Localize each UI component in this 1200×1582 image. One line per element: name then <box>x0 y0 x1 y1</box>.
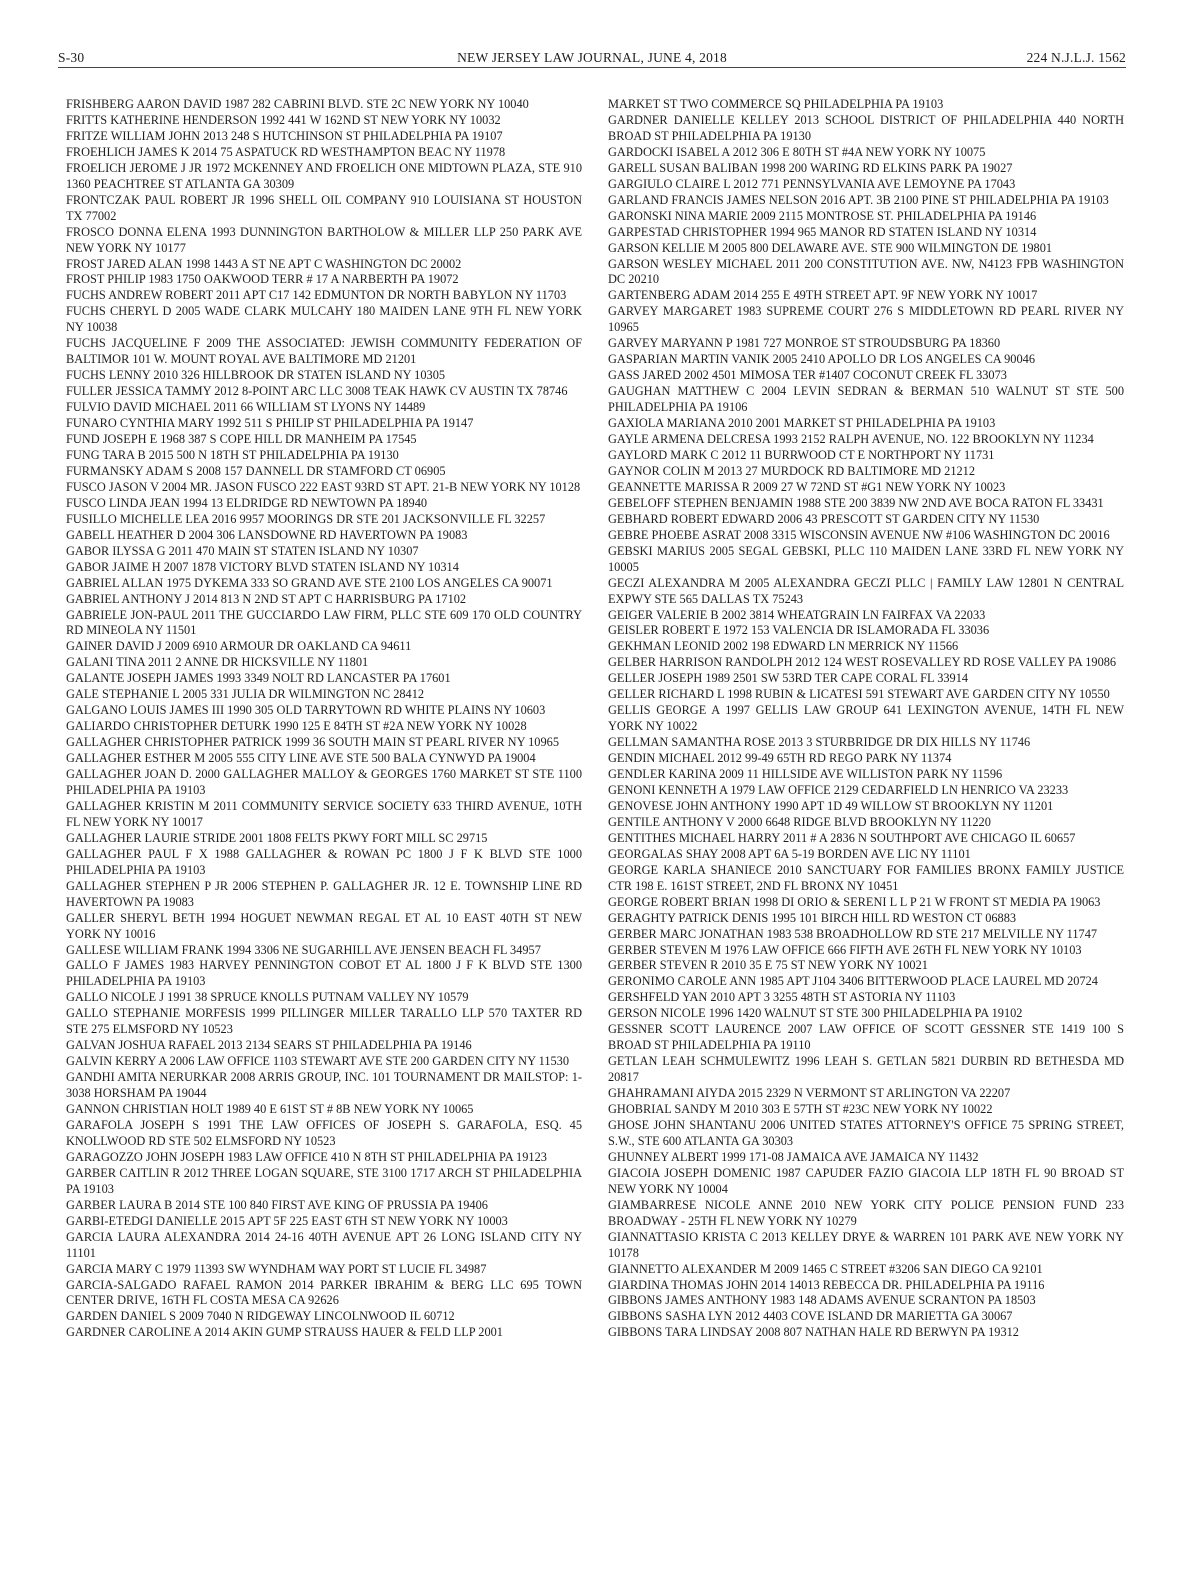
directory-entry: GETLAN LEAH SCHMULEWITZ 1996 LEAH S. GETLAN 5821 DURBIN RD BETHESDA MD 20817 <box>608 1054 1124 1085</box>
directory-entry: GEBHARD ROBERT EDWARD 2006 43 PRESCOTT ST GARDEN CITY NY 11530 <box>608 511 1040 526</box>
directory-entry: GEKHMAN LEONID 2002 198 EDWARD LN MERRICK NY 11566 <box>608 639 959 654</box>
directory-entry: GARCIA MARY C 1979 11393 SW WYNDHAM WAY PORT ST LUCIE FL 34987 <box>66 1261 487 1276</box>
directory-entry: GARBER CAITLIN R 2012 THREE LOGAN SQUARE, STE 3100 1717 ARCH ST PHILADELPHIA PA 19103 <box>66 1165 582 1196</box>
directory-entry: GARVEY MARGARET 1983 SUPREME COURT 276 S MIDDLETOWN RD PEARL RIVER NY 10965 <box>608 304 1124 335</box>
left-column <box>66 97 582 1341</box>
directory-entry: GARCIA LAURA ALEXANDRA 2014 24-16 40TH AVENUE APT 26 LONG ISLAND CITY NY 11101 <box>66 1229 582 1260</box>
directory-entry: GARELL SUSAN BALIBAN 1998 200 WARING RD ELKINS PARK PA 19027 <box>608 160 1013 175</box>
directory-entry: GENTITHES MICHAEL HARRY 2011 # A 2836 N SOUTHPORT AVE CHICAGO IL 60657 <box>608 830 1076 845</box>
directory-entry: GALLAGHER STEPHEN P JR 2006 STEPHEN P. GALLAGHER JR. 12 E. TOWNSHIP LINE RD HAVERTOWN PA 19083 <box>66 878 582 909</box>
directory-entry: FRISHBERG AARON DAVID 1987 282 CABRINI BLVD. STE 2C NEW YORK NY 10040 <box>66 97 529 111</box>
directory-entry: GARDNER CAROLINE A 2014 AKIN GUMP STRAUSS HAUER & FELD LLP 2001 <box>66 1325 503 1340</box>
directory-entry: GALLAGHER KRISTIN M 2011 COMMUNITY SERVICE SOCIETY 633 THIRD AVENUE, 10TH FL NEW YORK NY 10017 <box>66 798 582 829</box>
directory-entry: GECZI ALEXANDRA M 2005 ALEXANDRA GECZI PLLC | FAMILY LAW 12801 N CENTRAL EXPWY STE 565 DALLAS TX 75243 <box>608 575 1124 606</box>
directory-entry: GAYLORD MARK C 2012 11 BURRWOOD CT E NORTHPORT NY 11731 <box>608 447 995 462</box>
directory-entry: GEORGALAS SHAY 2008 APT 6A 5-19 BORDEN AVE LIC NY 11101 <box>608 846 971 861</box>
right-column <box>608 97 1124 1341</box>
directory-entry: GHUNNEY ALBERT 1999 171-08 JAMAICA AVE JAMAICA NY 11432 <box>608 1149 979 1164</box>
directory-entry: GARGIULO CLAIRE L 2012 771 PENNSYLVANIA AVE LEMOYNE PA 17043 <box>608 176 1016 191</box>
directory-entry: FRITTS KATHERINE HENDERSON 1992 441 W 162ND ST NEW YORK NY 10032 <box>66 112 501 127</box>
directory-entry: FUCHS ANDREW ROBERT 2011 APT C17 142 EDMUNTON DR NORTH BABYLON NY 11703 <box>66 288 567 303</box>
directory-entry: GALANI TINA 2011 2 ANNE DR HICKSVILLE NY 11801 <box>66 655 369 670</box>
directory-entry: FROELICH JEROME J JR 1972 MCKENNEY AND FROELICH ONE MIDTOWN PLAZA, STE 910 1360 PEACHTREE ST ATLANTA GA 30309 <box>66 160 582 191</box>
directory-entry: FROSCO DONNA ELENA 1993 DUNNINGTON BARTHOLOW & MILLER LLP 250 PARK AVE NEW YORK NY 10177 <box>66 224 582 255</box>
directory-entry: GEISLER ROBERT E 1972 153 VALENCIA DR ISLAMORADA FL 33036 <box>608 623 990 638</box>
directory-entry: GIBBONS TARA LINDSAY 2008 807 NATHAN HALE RD BERWYN PA 19312 <box>608 1325 1019 1340</box>
directory-entry: GALLAGHER PAUL F X 1988 GALLAGHER & ROWAN PC 1800 J F K BLVD STE 1000 PHILADELPHIA PA 19103 <box>66 846 582 877</box>
directory-entry: GALVIN KERRY A 2006 LAW OFFICE 1103 STEWART AVE STE 200 GARDEN CITY NY 11530 <box>66 1054 570 1069</box>
directory-entry: GALLER SHERYL BETH 1994 HOGUET NEWMAN REGAL ET AL 10 EAST 40TH ST NEW YORK NY 10016 <box>66 910 582 941</box>
directory-entry: GERAGHTY PATRICK DENIS 1995 101 BIRCH HILL RD WESTON CT 06883 <box>608 910 1017 925</box>
directory-entry: GARLAND FRANCIS JAMES NELSON 2016 APT. 3B 2100 PINE ST PHILADELPHIA PA 19103 <box>608 192 1109 207</box>
directory-entry: FURMANSKY ADAM S 2008 157 DANNELL DR STAMFORD CT 06905 <box>66 463 446 478</box>
directory-entry: GARTENBERG ADAM 2014 255 E 49TH STREET APT. 9F NEW YORK NY 10017 <box>608 288 1038 303</box>
directory-entry: GELLMAN SAMANTHA ROSE 2013 3 STURBRIDGE DR DIX HILLS NY 11746 <box>608 735 1031 750</box>
directory-entry: GEBSKI MARIUS 2005 SEGAL GEBSKI, PLLC 110 MAIDEN LANE 33RD FL NEW YORK NY 10005 <box>608 543 1124 574</box>
directory-entry: FROST PHILIP 1983 1750 OAKWOOD TERR # 17 A NARBERTH PA 19072 <box>66 272 459 287</box>
directory-entry: GENDLER KARINA 2009 11 HILLSIDE AVE WILLISTON PARK NY 11596 <box>608 767 1003 782</box>
directory-entry: GALLO NICOLE J 1991 38 SPRUCE KNOLLS PUTNAM VALLEY NY 10579 <box>66 990 469 1005</box>
directory-entry: GENTILE ANTHONY V 2000 6648 RIDGE BLVD BROOKLYN NY 11220 <box>608 814 991 829</box>
directory-entry: GAXIOLA MARIANA 2010 2001 MARKET ST PHILADELPHIA PA 19103 <box>608 416 996 431</box>
directory-entry: MARKET ST TWO COMMERCE SQ PHILADELPHIA PA 19103 <box>608 97 944 111</box>
directory-entry: GERBER MARC JONATHAN 1983 538 BROADHOLLOW RD STE 217 MELVILLE NY 11747 <box>608 926 1098 941</box>
directory-entry: FULVIO DAVID MICHAEL 2011 66 WILLIAM ST LYONS NY 14489 <box>66 400 426 415</box>
directory-entry: GAUGHAN MATTHEW C 2004 LEVIN SEDRAN & BERMAN 510 WALNUT ST STE 500 PHILADELPHIA PA 19106 <box>608 384 1124 415</box>
directory-entry: GIANNETTO ALEXANDER M 2009 1465 C STREET #3206 SAN DIEGO CA 92101 <box>608 1261 1043 1276</box>
directory-entry: FRONTCZAK PAUL ROBERT JR 1996 SHELL OIL COMPANY 910 LOUISIANA ST HOUSTON TX 77002 <box>66 192 582 223</box>
directory-entry: GERBER STEVEN R 2010 35 E 75 ST NEW YORK NY 10021 <box>608 958 928 973</box>
directory-entry: GABRIELE JON-PAUL 2011 THE GUCCIARDO LAW FIRM, PLLC STE 609 170 OLD COUNTRY RD MINEOLA NY 11501 <box>66 607 582 638</box>
directory-entry: GALLO STEPHANIE MORFESIS 1999 PILLINGER MILLER TARALLO LLP 570 TAXTER RD STE 275 ELMSFORD NY 10523 <box>66 1006 582 1037</box>
directory-entry: GASS JARED 2002 4501 MIMOSA TER #1407 COCONUT CREEK FL 33073 <box>608 368 1007 383</box>
directory-entry: GABOR ILYSSA G 2011 470 MAIN ST STATEN ISLAND NY 10307 <box>66 543 419 558</box>
directory-entry: GALLAGHER ESTHER M 2005 555 CITY LINE AVE STE 500 BALA CYNWYD PA 19004 <box>66 751 536 766</box>
directory-entry: GESSNER SCOTT LAURENCE 2007 LAW OFFICE OF SCOTT GESSNER STE 1419 100 S BROAD ST PHILADELPHIA PA 19110 <box>608 1022 1124 1053</box>
header-rule <box>58 67 1126 68</box>
page-number: S-30 <box>58 50 85 65</box>
directory-entry: GELBER HARRISON RANDOLPH 2012 124 WEST ROSEVALLEY RD ROSE VALLEY PA 19086 <box>608 655 1117 670</box>
directory-entry: GIAMBARRESE NICOLE ANNE 2010 NEW YORK CITY POLICE PENSION FUND 233 BROADWAY - 25TH FL NEW YORK NY 10279 <box>608 1197 1124 1228</box>
directory-entry: GALVAN JOSHUA RAFAEL 2013 2134 SEARS ST PHILADELPHIA PA 19146 <box>66 1038 472 1053</box>
directory-entry: GALLAGHER CHRISTOPHER PATRICK 1999 36 SOUTH MAIN ST PEARL RIVER NY 10965 <box>66 735 559 750</box>
directory-entry: FROST JARED ALAN 1998 1443 A ST NE APT C WASHINGTON DC 20002 <box>66 256 462 271</box>
directory-entry: GABELL HEATHER D 2004 306 LANSDOWNE RD HAVERTOWN PA 19083 <box>66 527 468 542</box>
directory-entry: GARDEN DANIEL S 2009 7040 N RIDGEWAY LINCOLNWOOD IL 60712 <box>66 1309 455 1324</box>
directory-entry: FUSILLO MICHELLE LEA 2016 9957 MOORINGS DR STE 201 JACKSONVILLE FL 32257 <box>66 511 546 526</box>
directory-entry: GARVEY MARYANN P 1981 727 MONROE ST STROUDSBURG PA 18360 <box>608 336 1001 351</box>
directory-entry: FULLER JESSICA TAMMY 2012 8-POINT ARC LLC 3008 TEAK HAWK CV AUSTIN TX 78746 <box>66 384 568 399</box>
directory-entry: GHAHRAMANI AIYDA 2015 2329 N VERMONT ST ARLINGTON VA 22207 <box>608 1086 1011 1101</box>
directory-entry: GIBBONS SASHA LYN 2012 4403 COVE ISLAND DR MARIETTA GA 30067 <box>608 1309 1013 1324</box>
directory-entry: GARONSKI NINA MARIE 2009 2115 MONTROSE ST. PHILADELPHIA PA 19146 <box>608 208 1037 223</box>
directory-entry: GARCIA-SALGADO RAFAEL RAMON 2014 PARKER IBRAHIM & BERG LLC 695 TOWN CENTER DRIVE, 16TH FL COSTA MESA CA 92626 <box>66 1277 582 1308</box>
directory-entry: FUSCO JASON V 2004 MR. JASON FUSCO 222 EAST 93RD ST APT. 21-B NEW YORK NY 10128 <box>66 479 581 494</box>
directory-entry: FUNG TARA B 2015 500 N 18TH ST PHILADELPHIA PA 19130 <box>66 447 399 462</box>
directory-entry: GELLER RICHARD L 1998 RUBIN & LICATESI 591 STEWART AVE GARDEN CITY NY 10550 <box>608 687 1110 702</box>
directory-entry: GELLER JOSEPH 1989 2501 SW 53RD TER CAPE CORAL FL 33914 <box>608 671 969 686</box>
directory-entry: GARSON WESLEY MICHAEL 2011 200 CONSTITUTION AVE. NW, N4123 FPB WASHINGTON DC 20210 <box>608 256 1124 287</box>
directory-entry: FUND JOSEPH E 1968 387 S COPE HILL DR MANHEIM PA 17545 <box>66 432 417 447</box>
directory-entry: GAINER DAVID J 2009 6910 ARMOUR DR OAKLAND CA 94611 <box>66 639 412 654</box>
directory-entry: FUCHS LENNY 2010 326 HILLBROOK DR STATEN ISLAND NY 10305 <box>66 368 446 383</box>
directory-entry: FUCHS JACQUELINE F 2009 THE ASSOCIATED: JEWISH COMMUNITY FEDERATION OF BALTIMOR 101 W. MOUNT ROYAL AVE BALTIMORE MD 21201 <box>66 336 582 367</box>
directory-entry: GALGANO LOUIS JAMES III 1990 305 OLD TARRYTOWN RD WHITE PLAINS NY 10603 <box>66 703 546 718</box>
directory-entry: GALLO F JAMES 1983 HARVEY PENNINGTON COBOT ET AL 1800 J F K BLVD STE 1300 PHILADELPHIA PA 19103 <box>66 958 582 989</box>
directory-entry: GERBER STEVEN M 1976 LAW OFFICE 666 FIFTH AVE 26TH FL NEW YORK NY 10103 <box>608 942 1082 957</box>
citation: 224 N.J.L.J. 1562 <box>1026 50 1126 65</box>
directory-entry: GAYNOR COLIN M 2013 27 MURDOCK RD BALTIMORE MD 21212 <box>608 463 976 478</box>
directory-entry: GALLESE WILLIAM FRANK 1994 3306 NE SUGARHILL AVE JENSEN BEACH FL 34957 <box>66 942 541 957</box>
directory-entry: GABRIEL ANTHONY J 2014 813 N 2ND ST APT C HARRISBURG PA 17102 <box>66 591 467 606</box>
directory-entry: GABRIEL ALLAN 1975 DYKEMA 333 SO GRAND AVE STE 2100 LOS ANGELES CA 90071 <box>66 575 553 590</box>
directory-entry: GARSON KELLIE M 2005 800 DELAWARE AVE. STE 900 WILMINGTON DE 19801 <box>608 240 1053 255</box>
directory-entry: GEORGE ROBERT BRIAN 1998 DI ORIO & SERENI L L P 21 W FRONT ST MEDIA PA 19063 <box>608 894 1101 909</box>
directory-entry: GARPESTAD CHRISTOPHER 1994 965 MANOR RD STATEN ISLAND NY 10314 <box>608 224 1037 239</box>
directory-entry: GIBBONS JAMES ANTHONY 1983 148 ADAMS AVENUE SCRANTON PA 18503 <box>608 1293 1036 1308</box>
directory-entry: GASPARIAN MARTIN VANIK 2005 2410 APOLLO DR LOS ANGELES CA 90046 <box>608 352 1035 367</box>
directory-entry: GELLIS GEORGE A 1997 GELLIS LAW GROUP 641 LEXINGTON AVENUE, 14TH FL NEW YORK NY 10022 <box>608 703 1124 734</box>
directory-entry: GERONIMO CAROLE ANN 1985 APT J104 3406 BITTERWOOD PLACE LAUREL MD 20724 <box>608 974 1098 989</box>
directory-entry: GEORGE KARLA SHANIECE 2010 SANCTUARY FOR FAMILIES BRONX FAMILY JUSTICE CTR 198 E. 161ST STREET, 2ND FL BRONX NY 10451 <box>608 862 1124 893</box>
directory-entry: GARAFOLA JOSEPH S 1991 THE LAW OFFICES OF JOSEPH S. GARAFOLA, ESQ. 45 KNOLLWOOD RD STE 502 ELMSFORD NY 10523 <box>66 1118 582 1148</box>
directory-entry: FUSCO LINDA JEAN 1994 13 ELDRIDGE RD NEWTOWN PA 18940 <box>66 495 428 510</box>
directory-entry: GIANNATTASIO KRISTA C 2013 KELLEY DRYE & WARREN 101 PARK AVE NEW YORK NY 10178 <box>608 1229 1124 1260</box>
directory-entry: GARBI-ETEDGI DANIELLE 2015 APT 5F 225 EAST 6TH ST NEW YORK NY 10003 <box>66 1213 508 1228</box>
directory-entry: FUCHS CHERYL D 2005 WADE CLARK MULCAHY 180 MAIDEN LANE 9TH FL NEW YORK NY 10038 <box>66 304 582 335</box>
directory-entry: GAYLE ARMENA DELCRESA 1993 2152 RALPH AVENUE, NO. 122 BROOKLYN NY 11234 <box>608 432 1094 447</box>
publication-title: NEW JERSEY LAW JOURNAL, JUNE 4, 2018 <box>457 50 727 65</box>
directory-entry: GENOVESE JOHN ANTHONY 1990 APT 1D 49 WILLOW ST BROOKLYN NY 11201 <box>608 798 1054 813</box>
directory-entry: GABOR JAIME H 2007 1878 VICTORY BLVD STATEN ISLAND NY 10314 <box>66 559 459 574</box>
directory-entry: GENONI KENNETH A 1979 LAW OFFICE 2129 CEDARFIELD LN HENRICO VA 23233 <box>608 782 1069 797</box>
directory-entry: GARBER LAURA B 2014 STE 100 840 FIRST AVE KING OF PRUSSIA PA 19406 <box>66 1197 488 1212</box>
directory-entry: GALIARDO CHRISTOPHER DETURK 1990 125 E 84TH ST #2A NEW YORK NY 10028 <box>66 719 527 734</box>
directory-entry: GALLAGHER LAURIE STRIDE 2001 1808 FELTS PKWY FORT MILL SC 29715 <box>66 830 488 845</box>
directory-entry: GERSHFELD YAN 2010 APT 3 3255 48TH ST ASTORIA NY 11103 <box>608 990 956 1005</box>
directory-entry: GHOBRIAL SANDY M 2010 303 E 57TH ST #23C NEW YORK NY 10022 <box>608 1102 993 1117</box>
directory-entry: GEIGER VALERIE B 2002 3814 WHEATGRAIN LN FAIRFAX VA 22033 <box>608 607 986 622</box>
directory-entry: GARAGOZZO JOHN JOSEPH 1983 LAW OFFICE 410 N 8TH ST PHILADELPHIA PA 19123 <box>66 1149 547 1164</box>
directory-entry: GIACOIA JOSEPH DOMENIC 1987 CAPUDER FAZIO GIACOIA LLP 18TH FL 90 BROAD ST NEW YORK NY 10004 <box>608 1165 1124 1196</box>
directory-entry: GEBELOFF STEPHEN BENJAMIN 1988 STE 200 3839 NW 2ND AVE BOCA RATON FL 33431 <box>608 495 1104 510</box>
directory-entry: GANNON CHRISTIAN HOLT 1989 40 E 61ST ST # 8B NEW YORK NY 10065 <box>66 1102 474 1117</box>
directory-entry: FROEHLICH JAMES K 2014 75 ASPATUCK RD WESTHAMPTON BEAC NY 11978 <box>66 144 506 159</box>
directory-entry: GALE STEPHANIE L 2005 331 JULIA DR WILMINGTON NC 28412 <box>66 687 425 702</box>
directory-entry: GEBRE PHOEBE ASRAT 2008 3315 WISCONSIN AVENUE NW #106 WASHINGTON DC 20016 <box>608 527 1110 542</box>
directory-entry: GENDIN MICHAEL 2012 99-49 65TH RD REGO PARK NY 11374 <box>608 751 952 766</box>
directory-entry: GEANNETTE MARISSA R 2009 27 W 72ND ST #G1 NEW YORK NY 10023 <box>608 479 1006 494</box>
directory-entry: GALANTE JOSEPH JAMES 1993 3349 NOLT RD LANCASTER PA 17601 <box>66 671 451 686</box>
directory-entry: GIARDINA THOMAS JOHN 2014 14013 REBECCA DR. PHILADELPHIA PA 19116 <box>608 1277 1045 1292</box>
directory-entry: GALLAGHER JOAN D. 2000 GALLAGHER MALLOY & GEORGES 1760 MARKET ST STE 1100 PHILADELPHIA PA 19103 <box>66 767 582 797</box>
directory-entry: FUNARO CYNTHIA MARY 1992 511 S PHILIP ST PHILADELPHIA PA 19147 <box>66 416 474 431</box>
directory-entry: GANDHI AMITA NERURKAR 2008 ARRIS GROUP, INC. 101 TOURNAMENT DR MAILSTOP: 1-3038 HORSHAM PA 19044 <box>66 1070 582 1101</box>
directory-entry: GERSON NICOLE 1996 1420 WALNUT ST STE 300 PHILADELPHIA PA 19102 <box>608 1006 1023 1021</box>
directory-entry: GHOSE JOHN SHANTANU 2006 UNITED STATES ATTORNEY'S OFFICE 75 SPRING STREET, S.W., STE 600 ATLANTA GA 30303 <box>608 1118 1124 1148</box>
directory-entry: GARDNER DANIELLE KELLEY 2013 SCHOOL DISTRICT OF PHILADELPHIA 440 NORTH BROAD ST PHILADELPHIA PA 19130 <box>608 112 1124 143</box>
directory-entry: FRITZE WILLIAM JOHN 2013 248 S HUTCHINSON ST PHILADELPHIA PA 19107 <box>66 128 503 143</box>
directory-entry: GARDOCKI ISABEL A 2012 306 E 80TH ST #4A NEW YORK NY 10075 <box>608 144 986 159</box>
